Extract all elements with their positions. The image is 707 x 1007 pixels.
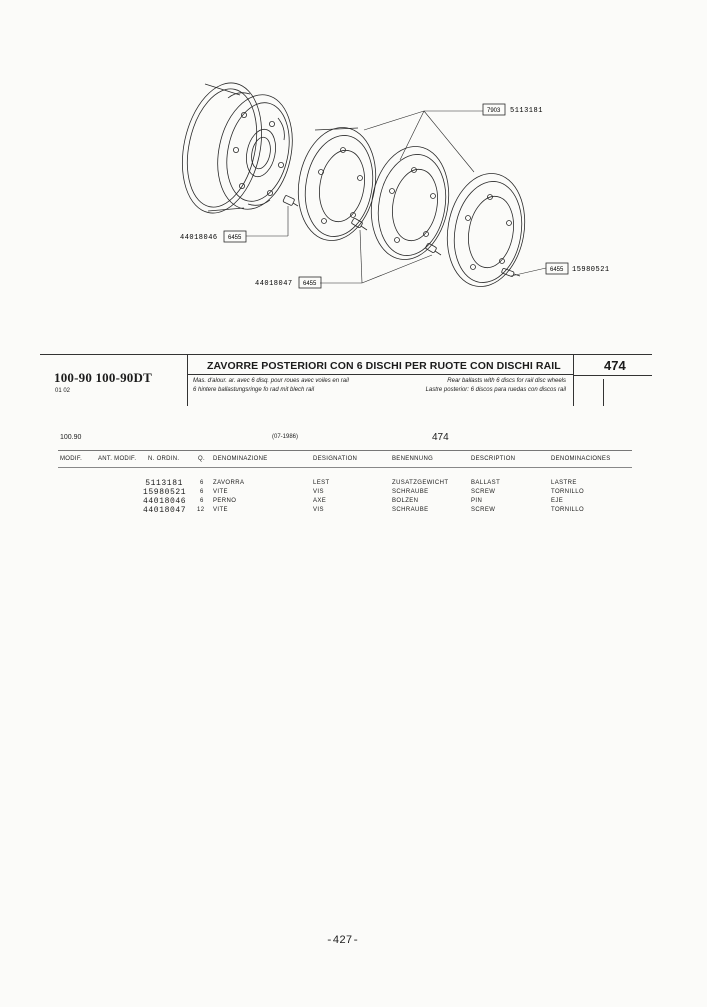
header-top-rule [40, 354, 652, 355]
callout-box-label: 6455 [550, 267, 564, 273]
header-divider [573, 354, 574, 406]
model-names: 100-90 100-90DT [54, 370, 152, 385]
part-desc-it: ZAVORRA [213, 480, 245, 486]
col-german: BENENNUNG [392, 456, 434, 462]
col-italian: DENOMINAZIONE [213, 456, 268, 462]
callout-part-number: 44018047 [255, 280, 293, 288]
ballast-disc-2-drawing [363, 140, 458, 265]
table-title: ZAVORRE POSTERIORI CON 6 DISCHI PER RUOTE CON DISCHI RAIL [207, 360, 561, 372]
part-desc-de: BOLZEN [392, 498, 419, 504]
part-qty: 12 [197, 507, 205, 513]
table-number: 474 [604, 358, 626, 373]
table-top-rule [58, 450, 632, 451]
part-number: 44018047 [143, 506, 187, 515]
header-divider [187, 354, 188, 406]
part-number: 5113181 [145, 479, 183, 488]
part-desc-es: TORNILLO [551, 507, 585, 513]
part-desc-en: SCREW [471, 489, 496, 495]
part-qty: 6 [200, 498, 204, 504]
subtitle-english: Rear ballasts with 6 discs for rail disc wheels [447, 378, 566, 384]
info-table-number: 474 [432, 432, 449, 443]
part-desc-es: EJE [551, 498, 564, 504]
header-divider [603, 379, 604, 406]
callout-box-label: 7903 [487, 108, 501, 114]
header-bottom-rule [58, 467, 632, 468]
col-quantity: Q. [198, 456, 205, 462]
part-qty: 6 [200, 480, 204, 486]
part-desc-de: SCHRAUBE [392, 489, 429, 495]
part-desc-it: PERNO [213, 498, 237, 504]
wheel-rim-drawing [171, 76, 302, 221]
header-title-rule [187, 374, 573, 375]
col-spanish: DENOMINACIONES [551, 456, 611, 462]
exploded-parts-diagram [0, 0, 707, 345]
part-desc-it: VITE [213, 507, 228, 513]
leader-lines [246, 111, 546, 283]
part-desc-fr: VIS [313, 507, 324, 513]
col-part-number: N. ORDIN. [148, 456, 180, 462]
part-desc-es: LASTRE [551, 480, 577, 486]
part-number: 44018046 [143, 497, 187, 506]
col-english: DESCRIPTION [471, 456, 516, 462]
part-desc-en: SCREW [471, 507, 496, 513]
callout-part-number: 44018046 [180, 234, 218, 242]
info-date-range: (07-1986) [272, 434, 299, 440]
info-model: 100.90 [60, 434, 82, 441]
part-desc-fr: LEST [313, 480, 330, 486]
subtitle-spanish: Lastre posterior: 6 discos para ruedas con discos rail [425, 387, 566, 393]
subtitle-german: 6 hintere ballastungsringe fo rad mit blech rail [193, 387, 315, 393]
part-desc-de: SCHRAUBE [392, 507, 429, 513]
variant-code: 01 02 [55, 388, 71, 394]
part-desc-fr: AXE [313, 498, 327, 504]
ballast-disc-1-drawing [290, 121, 385, 246]
part-number: 15980521 [143, 488, 187, 497]
screw-drawings [351, 218, 520, 277]
part-desc-en: BALLAST [471, 480, 501, 486]
part-desc-de: ZUSATZGEWICHT [392, 480, 449, 486]
callout-part-number: 5113181 [510, 107, 543, 115]
part-qty: 6 [200, 489, 204, 495]
callout-box-label: 6455 [228, 235, 242, 241]
col-french: DESIGNATION [313, 456, 358, 462]
part-desc-es: TORNILLO [551, 489, 585, 495]
subtitle-french: Mas. d'alour. ar. avec 6 disq. pour roues avec voiles en rail [193, 378, 349, 384]
pin-drawing [283, 195, 298, 206]
part-desc-it: VITE [213, 489, 228, 495]
col-modif: MODIF. [60, 456, 83, 462]
callout-box-label: 6455 [303, 281, 317, 287]
page-number: -427- [326, 935, 360, 947]
part-desc-fr: VIS [313, 489, 324, 495]
part-desc-en: PIN [471, 498, 483, 504]
col-ant-modif: ANT. MODIF. [98, 456, 137, 462]
header-number-rule [574, 375, 652, 376]
callout-part-number: 15980521 [572, 266, 610, 274]
